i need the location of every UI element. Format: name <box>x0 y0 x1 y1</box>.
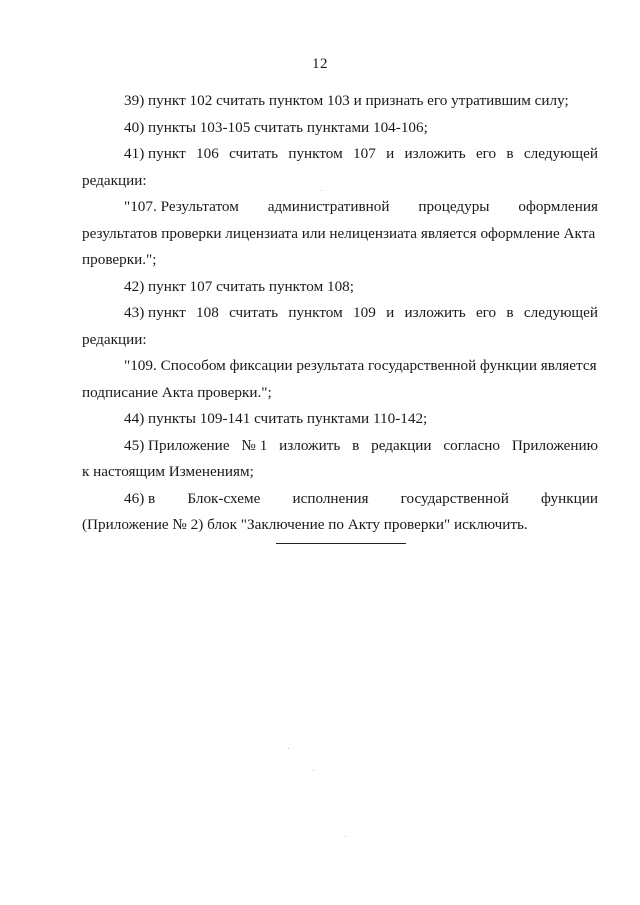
quote-107-word: административной <box>267 198 390 215</box>
item-42: 42) пункт 107 считать пунктом 108; <box>124 277 354 295</box>
item-45-word: № 1 <box>241 436 268 454</box>
item-45-word: в <box>352 436 360 454</box>
item-41-continuation: редакции: <box>82 171 147 189</box>
item-43-word: считать <box>229 304 279 321</box>
item-46-word: Блок-схеме <box>187 489 261 507</box>
item-43-continuation: редакции: <box>82 330 147 348</box>
item-41-word: его <box>475 145 497 162</box>
item-43-word: 43) пункт <box>124 304 186 321</box>
item-41-word: и <box>386 145 395 162</box>
item-46-continuation: (Приложение № 2) блок "Заключение по Акту проверки" исключить. <box>82 516 528 533</box>
item-45-word: изложить <box>279 436 341 454</box>
item-39: 39) пункт 102 считать пунктом 103 и признать его утратившим силу; <box>124 92 569 109</box>
item-43-word: пунктом <box>288 304 343 321</box>
quote-107-word: процедуры <box>418 198 490 215</box>
item-41-word: считать <box>229 145 279 162</box>
scan-speck <box>321 190 322 191</box>
item-41-word: 107 <box>353 145 376 162</box>
item-43 <box>82 300 598 327</box>
item-46 <box>82 486 598 513</box>
item-46-word: исполнения <box>292 489 369 507</box>
item-41-word: в <box>506 145 514 162</box>
quote-107-line-3: проверки."; <box>82 251 157 268</box>
document-body <box>82 88 598 539</box>
quote-107-word: "107. Результатом <box>124 198 239 215</box>
item-43-word: изложить <box>404 304 466 321</box>
item-41-word: пунктом <box>288 145 343 162</box>
item-44: 44) пункты 109-141 считать пунктами 110-142; <box>124 410 428 427</box>
item-46-word: 46) в <box>124 489 156 507</box>
quote-109-line-1: "109. Способом фиксации результата государственной функции является <box>124 357 597 374</box>
item-46-word: функции <box>541 489 598 507</box>
item-45-word: согласно <box>443 436 500 454</box>
item-43-word: в <box>506 304 514 321</box>
item-45-continuation: к настоящим Изменениям; <box>82 463 254 480</box>
item-41-word: 41) пункт <box>124 145 186 162</box>
item-41 <box>82 141 598 168</box>
quote-107-line-1 <box>82 194 598 221</box>
item-43-word: его <box>475 304 497 321</box>
item-43-word: 108 <box>196 304 219 321</box>
item-40: 40) пункты 103-105 считать пунктами 104-106; <box>124 118 428 136</box>
quote-109-line-2: подписание Акта проверки."; <box>82 383 272 401</box>
end-divider <box>276 543 406 544</box>
item-41-word: следующей <box>523 145 598 162</box>
scan-speck <box>313 770 314 771</box>
item-43-word: следующей <box>523 304 598 321</box>
item-43-word: и <box>386 304 395 321</box>
scan-speck <box>345 836 346 837</box>
item-45-word: Приложению <box>511 436 598 454</box>
item-43-word: 109 <box>353 304 376 321</box>
item-45 <box>82 433 598 460</box>
page-number: 12 <box>312 56 328 72</box>
item-46-word: государственной <box>400 489 509 507</box>
quote-107-line-2: результатов проверки лицензиата или нелицензиата является оформление Акта <box>82 224 596 242</box>
item-41-word: изложить <box>404 145 466 162</box>
quote-107-word: оформления <box>518 198 598 215</box>
scan-speck <box>288 748 289 749</box>
item-41-word: 106 <box>196 145 219 162</box>
item-45-word: 45) Приложение <box>124 436 230 454</box>
item-45-word: редакции <box>371 436 432 454</box>
